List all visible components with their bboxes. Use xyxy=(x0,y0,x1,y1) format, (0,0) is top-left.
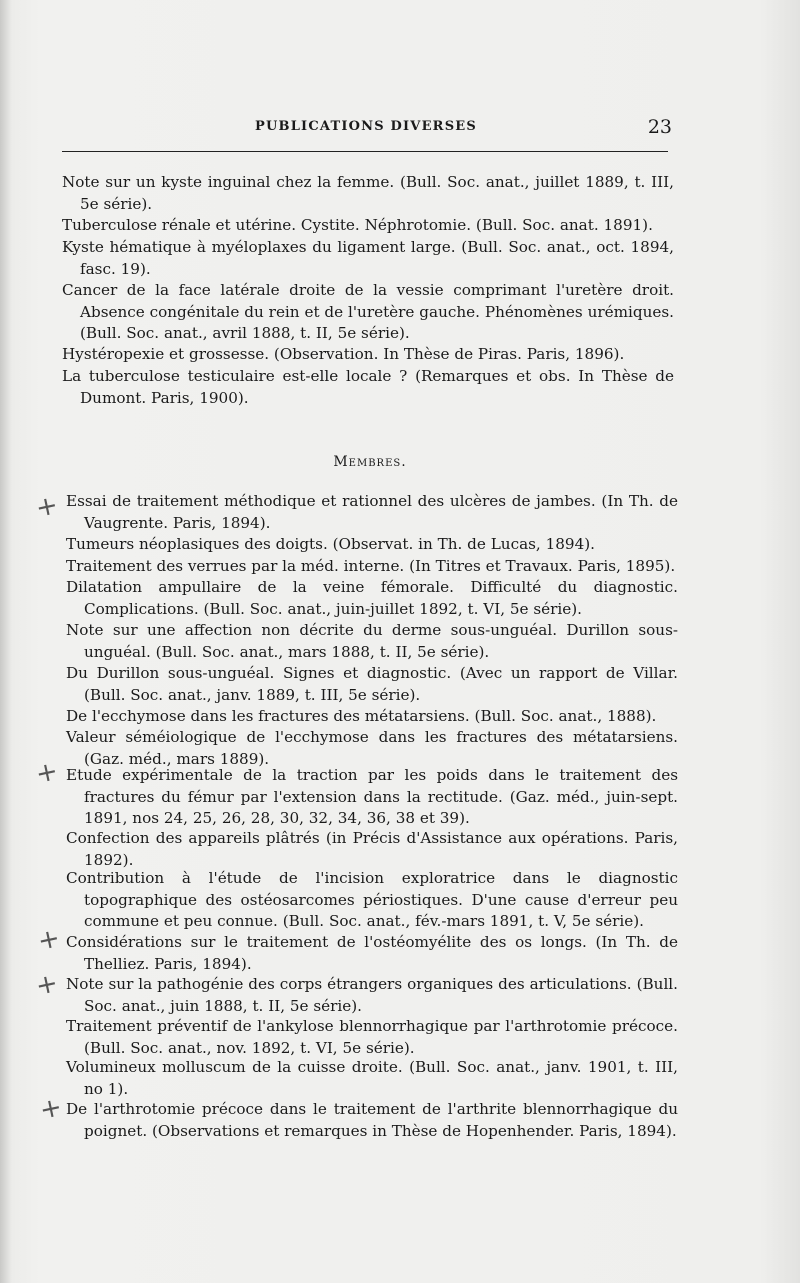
page-number: 23 xyxy=(647,116,672,138)
publication-entry: De l'arthrotomie précoce dans le traitement de l'arthrite blennorrhagique du poignet. (Observations et remarques in Thèse de Hopenhender. Paris, 1894). xyxy=(66,1100,678,1140)
publication-entry: Du Durillon sous-unguéal. Signes et diagnostic. (Avec un rapport de Villar. (Bull. Soc. anat., janv. 1889, t. III, 5e série). xyxy=(66,664,678,704)
publication-entry: Traitement des verrues par la méd. interne. (In Titres et Travaux. Paris, 1895). xyxy=(66,557,676,575)
publication-entry: Considérations sur le traitement de l'ostéomyélite des os longs. (In Th. de Thelliez. Paris, 1894). xyxy=(66,933,678,973)
publication-entry: Hystéropexie et grossesse. (Observation. In Thèse de Piras. Paris, 1896). xyxy=(62,345,625,363)
section-heading-rest: embres. xyxy=(348,454,407,470)
handwritten-cross-mark: + xyxy=(35,923,63,957)
publication-entry: Tumeurs néoplasiques des doigts. (Observat. in Th. de Lucas, 1894). xyxy=(66,535,595,553)
publication-entry: Note sur une affection non décrite du derme sous-unguéal. Durillon sous-unguéal. (Bull. Soc. anat., mars 1888, t. II, 5e série). xyxy=(66,621,678,661)
publication-entry: Note sur un kyste inguinal chez la femme. (Bull. Soc. anat., juillet 1889, t. III, 5e série). xyxy=(62,173,674,213)
handwritten-cross-mark: + xyxy=(33,968,61,1002)
publication-entry: Etude expérimentale de la traction par les poids dans le traitement des fractures du fémur par l'extension dans la rectitude. (Gaz. méd., juin-sept. 1891, nos 24, 25, 26, 28, 30, 32, 34, 36, 38 et 39). xyxy=(66,766,678,828)
publication-entry: Contribution à l'étude de l'incision exploratrice dans le diagnostic topographique des ostéosarcomes périostiques. D'une cause d'erreur peu commune et peu connue. (Bull. Soc. anat., fév.-mars 1891, t. V, 5e série). xyxy=(66,869,678,931)
publication-entry: Kyste hématique à myéloplaxes du ligament large. (Bull. Soc. anat., oct. 1894, fasc. 19). xyxy=(62,238,674,278)
page-header xyxy=(60,116,672,140)
header-rule xyxy=(62,151,668,152)
handwritten-cross-mark: + xyxy=(33,756,61,790)
publication-entry: Dilatation ampullaire de la veine fémorale. Difficulté du diagnostic. Complications. (Bull. Soc. anat., juin-juillet 1892, t. VI, 5e série). xyxy=(66,578,678,618)
handwritten-cross-mark: + xyxy=(37,1092,65,1126)
section-heading-initial: M xyxy=(333,454,349,470)
publication-entry: Cancer de la face latérale droite de la vessie comprimant l'uretère droit. Absence congénitale du rein et de l'uretère gauche. Phénomènes urémiques. (Bull. Soc. anat., avril 1888, t. II, 5e série). xyxy=(62,281,674,343)
section-heading xyxy=(0,452,740,474)
publication-entry: Volumineux molluscum de la cuisse droite. (Bull. Soc. anat., janv. 1901, t. III, no 1). xyxy=(66,1058,678,1098)
publication-entry: Note sur la pathogénie des corps étrangers organiques des articulations. (Bull. Soc. anat., juin 1888, t. II, 5e série). xyxy=(66,975,678,1015)
handwritten-cross-mark: + xyxy=(33,490,61,524)
publication-entry: Essai de traitement méthodique et rationnel des ulcères de jambes. (In Th. de Vaugrente. Paris, 1894). xyxy=(66,492,678,532)
running-title: PUBLICATIONS DIVERSES xyxy=(255,119,477,134)
publication-entry: Confection des appareils plâtrés (in Précis d'Assistance aux opérations. Paris, 1892). xyxy=(66,829,678,869)
publication-entry: Tuberculose rénale et utérine. Cystite. Néphrotomie. (Bull. Soc. anat. 1891). xyxy=(62,216,653,234)
publication-entry: Valeur séméiologique de l'ecchymose dans les fractures des métatarsiens. (Gaz. méd., mars 1889). xyxy=(66,728,678,768)
publication-entry: La tuberculose testiculaire est-elle locale ? (Remarques et obs. In Thèse de Dumont. Paris, 1900). xyxy=(62,367,674,407)
publication-entry: De l'ecchymose dans les fractures des métatarsiens. (Bull. Soc. anat., 1888). xyxy=(66,707,657,725)
publication-entry: Traitement préventif de l'ankylose blennorrhagique par l'arthrotomie précoce. (Bull. Soc. anat., nov. 1892, t. VI, 5e série). xyxy=(66,1017,678,1057)
